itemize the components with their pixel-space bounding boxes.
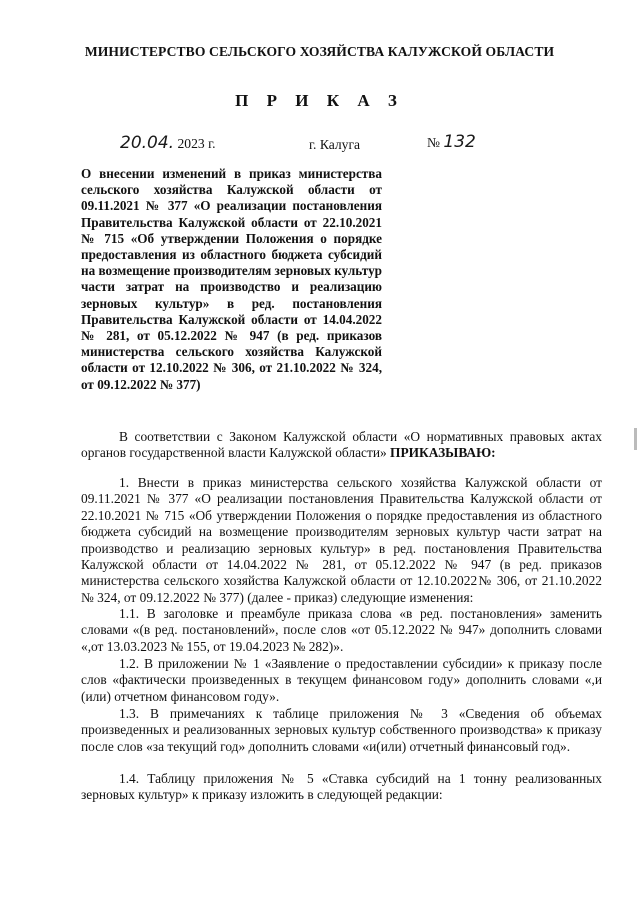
preamble-command: ПРИКАЗЫВАЮ: [390,445,496,461]
order-year: 2023 г. [177,136,216,151]
paragraph-1-4: 1.4. Таблицу приложения № 5 «Ставка субсидий на 1 тонну реализованных зерновых культур» к приказу изложить в следующей редакции: [81,771,602,803]
order-subject: О внесении изменений в приказ министерства сельского хозяйства Калужской области от 09.11.2021 № 377 «О реализации постановления Правительства Калужской области от 22.10.2021 № 715 «Об утверждении Положения о порядке предоставления из областного бюджета субсидий на возмещение производителям зерновых культур части затрат на производство и реализацию зерновых культур» в ред. постановления Правительства Калужской области от 14.04.2022 № 281, от 05.12.2022 № 947 (в ред. приказов министерства сельского хозяйства Калужской области от 12.10.2022 № 306, от 21.10.2022 № 324, от 09.12.2022 № 377) [81,166,382,392]
order-title: П Р И К А З [235,91,404,110]
scan-edge-mark [634,428,637,450]
preamble-text: В соответствии с Законом Калужской области «О нормативных правовых актах органов государственной власти Калужской области» [81,429,602,461]
paragraph-1: 1. Внести в приказ министерства сельского хозяйства Калужской области от 09.11.2021 № 377 «О реализации постановления Правительства Калужской области от 22.10.2021 № 715 «Об утверждении Положения о порядке предоставления из областного бюджета субсидий на возмещение производителям зерновых культур части затрат на производство и реализацию зерновых культур» в ред. постановления Правительства Калужской области от 14.04.2022 № 281, от 05.12.2022 № 947 (в ред. приказов министерства сельского хозяйства Калужской области от 12.10.2022№ 306, от 21.10.2022 № 324, от 09.12.2022 № 377) (далее - приказ) следующие изменения: [81,475,602,605]
paragraph-1-1: 1.1. В заголовке и преамбуле приказа слова «в ред. постановления» заменить словами «(в ред. постановлений», после слов «от 05.12.2022 № 947» дополнить словами «,от 13.03.2023 № 155, от 19.04.2023 № 282)». [81,606,602,654]
order-date [120,133,216,153]
preamble [81,429,602,462]
handwritten-date: 20.04. [120,133,175,153]
order-number [427,132,476,152]
number-prefix: № [427,135,440,150]
paragraph-1-2: 1.2. В приложении № 1 «Заявление о предоставлении субсидии» к приказу после слов «фактически произведенных в текущем финансовом году» дополнить словами «,и (или) отчетном финансовом году». [81,656,602,704]
paragraph-1-3: 1.3. В примечаниях к таблице приложения № 3 «Сведения об объемах произведенных и реализованных зерновых культур собственного производства» к приказу после слов «за текущий год» дополнить словами «и(или) отчетный финансовый год». [81,706,602,754]
handwritten-number: 132 [443,132,476,152]
ministry-header: МИНИСТЕРСТВО СЕЛЬСКОГО ХОЗЯЙСТВА КАЛУЖСКОЙ ОБЛАСТИ [84,44,555,59]
order-city: г. Калуга [309,137,361,152]
